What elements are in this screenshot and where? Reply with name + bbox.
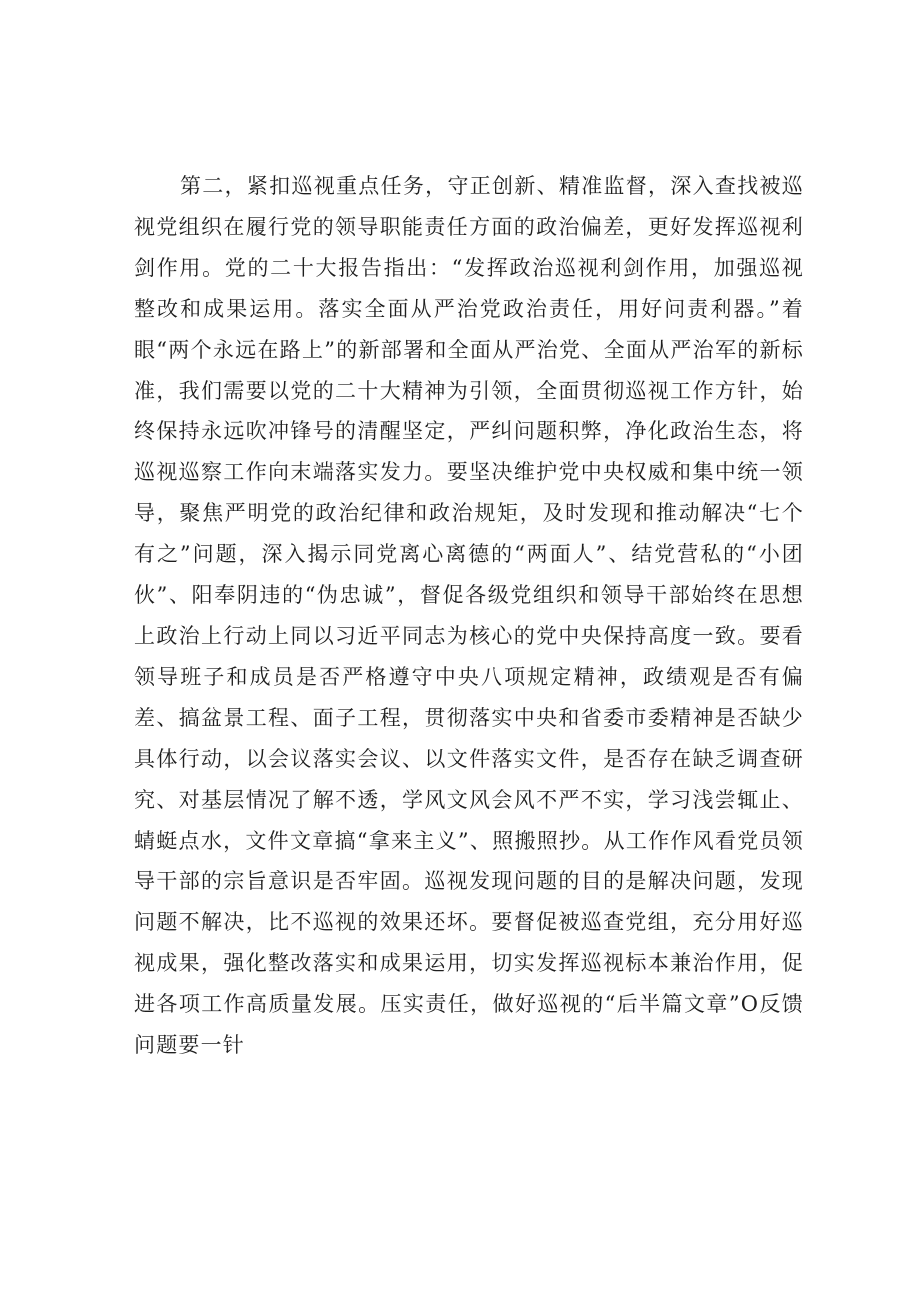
body-paragraph: 第二，紧扣巡视重点任务，守正创新、精准监督，深入查找被巡视党组织在履行党的领导职能责任方面的政治偏差，更好发挥巡视利剑作用。党的二十大报告指出：“发挥政治巡视利剑作用，加强巡视整改和成果运用。落实全面从严治党政治责任，用好问责利器。”着眼“两个永远在路上”的新部署和全面从严治党、全面从严治军的新标准，我们需要以党的二十大精神为引领，全面贯彻巡视工作方针，始终保持永远吹冲锋号的清醒坚定，严纠问题积弊，净化政治生态，将巡视巡察工作向末端落实发力。要坚决维护党中央权威和集中统一领导，聚焦严明党的政治纪律和政治规矩，及时发现和推动解决“七个有之”问题，深入揭示同党离心离德的“两面人”、结党营私的“小团伙”、阳奉阴违的“伪忠诚”，督促各级党组织和领导干部始终在思想上政治上行动上同以习近平同志为核心的党中央保持高度一致。要看领导班子和成员是否严格遵守中央八项规定精神，政绩观是否有偏差、搞盆景工程、面子工程，贯彻落实中央和省委市委精神是否缺少具体行动，以会议落实会议、以文件落实文件，是否存在缺乏调查研究、对基层情况了解不透，学风文风会风不严不实，学习浅尝辄止、蜻蜓点水，文件文章搞“拿来主义”、照搬照抄。从工作作风看党员领导干部的宗旨意识是否牢固。巡视发现问题的目的是解决问题，发现问题不解决，比不巡视的效果还坏。要督促被巡查党组，充分用好巡视成果，强化整改落实和成果运用，切实发挥巡视标本兼治作用，促进各项工作高质量发展。压实责任，做好巡视的“后半篇文章”O反馈问题要一针 (134, 174, 804, 1058)
